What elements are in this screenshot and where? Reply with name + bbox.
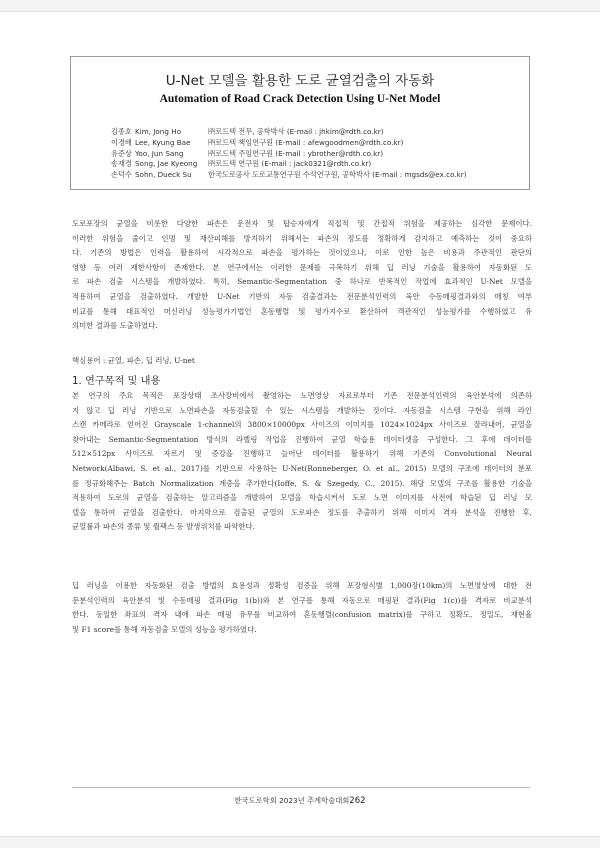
abstract-line: 이러한 위험을 줄이고 인명 및 재산피해를 방지하기 위해서는 파손의 정도를 정확하게 감지하고 예측하는 것이 중요하 bbox=[72, 233, 532, 243]
author-affiliation: 한국도로공사 도로교통연구원 수석연구원, 공학박사 (E-mail : mgsds@ex.co.kr) bbox=[208, 170, 467, 180]
page-bottom-edge bbox=[0, 836, 600, 848]
title-box bbox=[70, 56, 530, 190]
author-list bbox=[111, 127, 521, 181]
paragraph-line: 512×512px 사이즈로 자르기 및 증강을 진행하고 늘어난 데이터를 활용하기 위해 기존의 Convolutional Neural bbox=[72, 449, 532, 459]
paragraph-line: 스캔 카메라로 얻어진 Grayscale 1-channel의 3800×10000px 사이즈의 이미지를 1024×1024px 사이즈로 잘라내어, 균열을 bbox=[72, 420, 532, 430]
abstract-line: 로 파손 검출 시스템을 개발하였다. 특히, Semantic-Segmentation 중 하나로 반복적인 작업에 효과적인 U-Net 모델을 bbox=[72, 277, 532, 287]
page-top-edge bbox=[0, 0, 600, 12]
paragraph-line: 및 F1 score를 통해 자동검출 모델의 성능을 평가하였다. bbox=[72, 624, 257, 634]
author-affiliation: ㈜로드텍 연구원 (E-mail : jack0321@rdth.co.kr) bbox=[208, 159, 372, 169]
section-heading: 1. 연구목적 및 내용 bbox=[72, 376, 161, 387]
author-name-korean: 이경배 bbox=[111, 137, 132, 147]
paragraph-line: 를 정규화해주는 Batch Normalization 계층을 추가한다(Ioffe, S. & Szegedy, C., 2015). 해당 모델의 구조를 활용한 기술을 bbox=[72, 478, 532, 488]
paragraph-line: Network(Albawi, S. et al., 2017)를 기반으로 사용하는 U-Net(Ronneberger, O. et al., 2015) 모델의 구조에 데이터의 분포 bbox=[72, 463, 532, 473]
paper-title-english: Automation of Road Crack Detection Using U-Net Model bbox=[159, 93, 441, 105]
author-affiliation: ㈜로드텍 전무, 공학박사 (E-mail : jhkim@rdth.co.kr) bbox=[208, 127, 384, 136]
footer-divider bbox=[72, 787, 530, 788]
section-paragraph-1 bbox=[72, 389, 532, 535]
abstract-line: 다. 기존의 방법은 인력을 활용하여 시각적으로 파손을 평가하는 것이었으나, 이로 인한 높은 비용과 주관적인 판단의 bbox=[72, 248, 532, 258]
author-name-korean: 유준상 bbox=[111, 148, 132, 158]
paragraph-line: 본 연구의 주요 목적은 포장상태 조사장비에서 촬영하는 노면영상 자료로부터 기존 전문분석인력의 육안분석에 의존하 bbox=[72, 391, 532, 400]
abstract-line: 영향 등 여러 제한사항이 존재한다. 본 연구에서는 이러한 문제를 극복하기 위해 딥 러닝 기술을 활용하여 자동화된 도 bbox=[72, 262, 532, 272]
author-row bbox=[111, 149, 521, 160]
author-name-korean: 송재경 bbox=[111, 159, 132, 169]
paragraph-line: 찾아내는 Semantic-Segmentation 방식의 라벨링 작업을 진행하여 균열 학습용 데이터셋을 구성한다. 그 후에 데이터를 bbox=[72, 434, 532, 444]
author-affiliation: ㈜로드텍 책임연구원 (E-mail : afewgoodmen@rdth.co.kr) bbox=[208, 137, 404, 147]
keywords: 핵심용어 : 균열, 파손, 딥 러닝, U-net bbox=[72, 356, 195, 365]
author-row bbox=[111, 138, 521, 149]
paragraph-line: 델을 통하여 균열을 검출한다. 마지막으로 검출된 균열의 도로파손 정도를 추출하기 위해 이미지 격자 분석을 진행한 후, bbox=[72, 507, 532, 517]
author-row bbox=[111, 159, 521, 170]
paper-title-korean: U-Net 모델을 활용한 도로 균열검출의 자동화 bbox=[165, 73, 435, 89]
paragraph-line: 한다. 동일한 좌표의 격자 내에 파손 매핑 유무를 비교하여 혼동행렬(confusion matrix)를 구하고 정확도, 정밀도, 재현율 bbox=[72, 610, 532, 620]
footer-page-number: 262 bbox=[349, 796, 366, 806]
abstract-line: 비교를 통해 대표적인 머신러닝 성능평가기법인 혼동행렬 및 평가지수로 환산하여 객관적인 성능평가를 수행하였고 유 bbox=[72, 306, 532, 316]
author-name-korean: 김종호 bbox=[111, 127, 132, 136]
abstract-line: 의미한 결과를 도출하였다. bbox=[72, 321, 158, 331]
section-paragraph-2 bbox=[72, 579, 532, 637]
abstract-line: 적용하여 균열을 검출하였다. 개발한 U-Net 기반의 자동 검출결과는 전문분석인력의 육안 수동매핑결과와의 매칭 여부 bbox=[72, 291, 532, 301]
paragraph-line: 지 않고 딥 러닝 기반으로 노면파손을 자동검출할 수 있는 시스템을 개발하는 것이다. 자동검출 시스템 구현을 위해 라인 bbox=[72, 405, 532, 415]
footer-conference: 한국도로학회 2023년 추계학술대회 bbox=[234, 796, 350, 805]
author-name-english: Kim, Jong Ho bbox=[135, 127, 182, 136]
paragraph-line: 적용하여 도로의 균열을 검출하는 알고리즘을 개발하여 모델을 학습시켜서 도로 노면 이미지를 사전에 학습된 딥 러닝 모 bbox=[72, 493, 532, 503]
author-name-english: Sohn, Dueck Su bbox=[135, 170, 192, 180]
author-name-english: Yoo, Jun Sang bbox=[135, 148, 184, 158]
author-name-english: Song, Jae Kyeong bbox=[135, 159, 198, 169]
abstract bbox=[72, 217, 532, 334]
paragraph-line: 딥 러닝을 이용한 자동화된 검출 방법의 효용성과 정확성 검증을 위해 포장형식별 1,000장(10km)의 노면영상에 대한 전 bbox=[72, 581, 532, 590]
paragraph-line: 균열률과 파손의 종류 및 퀄팩스 등 발생위치를 파악한다. bbox=[72, 522, 256, 532]
author-name-english: Lee, Kyung Bae bbox=[135, 137, 191, 147]
page-footer bbox=[0, 796, 600, 806]
author-name-korean: 손덕수 bbox=[111, 170, 132, 180]
author-row bbox=[111, 127, 521, 138]
paragraph-line: 문분석인력의 육안분석 및 수동매핑 결과(Fig 1(b))와 본 연구를 통해 자동으로 매핑된 결과(Fig 1(c))를 격자로 비교분석 bbox=[72, 595, 532, 605]
author-row bbox=[111, 170, 521, 181]
abstract-line: 도로포장의 균열을 비롯한 다양한 파손은 운전자 및 탑승자에게 직접적 및 간접적 위험을 제공하는 심각한 문제이다. bbox=[72, 219, 532, 228]
author-affiliation: ㈜로드텍 주임연구원 (E-mail : ybrother@rdth.co.kr) bbox=[208, 148, 384, 158]
